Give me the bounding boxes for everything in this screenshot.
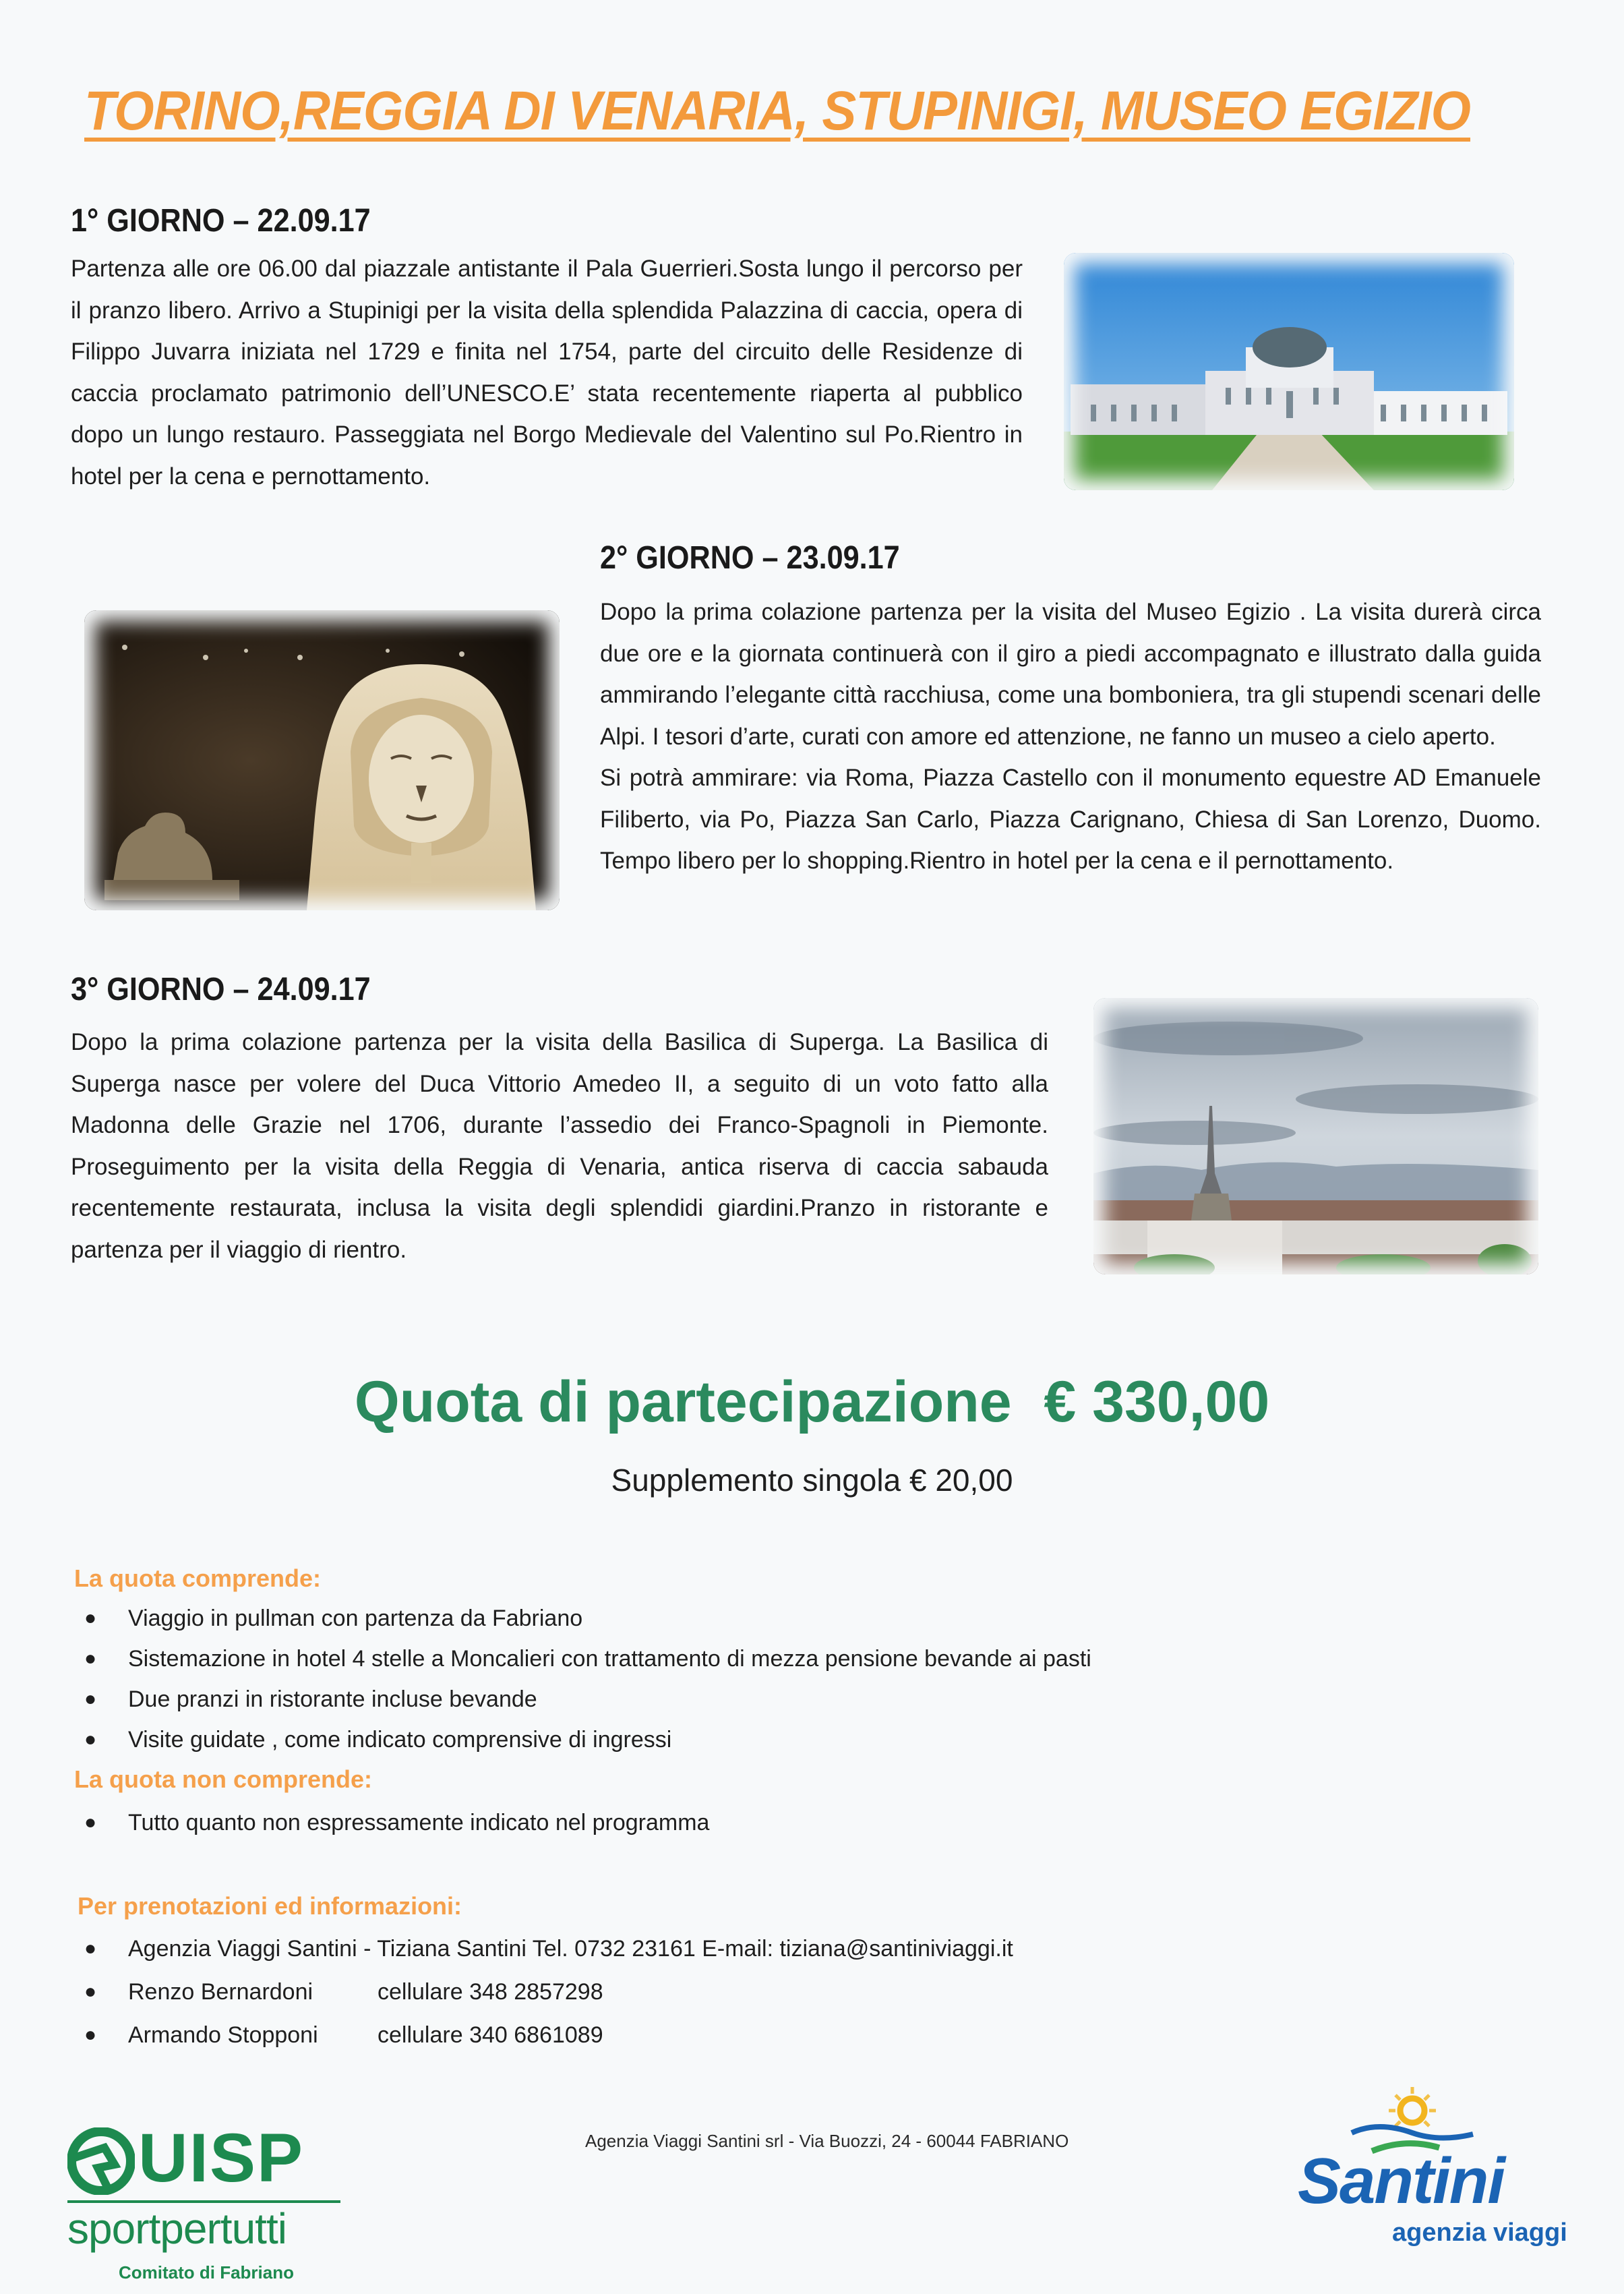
contact-phone: cellulare 348 2857298 — [378, 1979, 603, 2005]
santini-logo — [1298, 2080, 1581, 2256]
bullet-icon: ● — [84, 1811, 97, 1833]
price-headline: Quota di partecipazione € 330,00 — [354, 1370, 1270, 1434]
sun-waves-icon — [1338, 2080, 1513, 2154]
stupinigi-photo — [1064, 253, 1514, 490]
list-item: ● Visite guidate , come indicato comprensive di ingressi — [71, 1719, 1091, 1760]
day-2-description — [600, 591, 1541, 882]
bullet-icon: ● — [84, 1607, 97, 1629]
contact-item — [71, 2013, 1013, 2057]
contact-name: Renzo Bernardoni — [128, 1979, 313, 2005]
bullet-icon: ● — [84, 1980, 97, 2003]
day-1-paragraph: Partenza alle ore 06.00 dal piazzale antistante il Pala Guerrieri.Sosta lungo il percorso per il pranzo libero. Arrivo a Stupinigi per la visita della splendida Palazzina di caccia, opera di Filippo Juvarra iniziata nel 1729 e finita nel 1754, parte del circuito delle Residenze di caccia proclamato patrimonio dell’UNESCO.E’ stata recentemente riaperta al pubblico dopo un lungo restauro. Passeggiata nel Borgo Medievale del Valentino sul Po.Rientro in hotel per la cena e pernottamento. — [71, 256, 1023, 490]
list-item: ● Due pranzi in ristorante incluse bevande — [71, 1679, 1091, 1719]
uisp-wordmark: UISP — [138, 2119, 305, 2196]
santini-wordmark: Santini — [1298, 2145, 1505, 2217]
includes-list — [71, 1598, 1091, 1760]
day-2-paragraph: Dopo la prima colazione partenza per la visita del Museo Egizio . La visita durerà circa due ore e la giornata continuerà con il giro a piedi accompagnato e illustrato dalla guida ammirando l’elegante città racchiusa, come una bomboniera, tra gli stupendi scenari delle Alpi. I tesori d’arte, curati con amore ed attenzione, ne fanno un museo a cielo aperto. — [600, 599, 1541, 750]
excludes-title: La quota non comprende: — [74, 1765, 373, 1793]
contact-item — [71, 1970, 1013, 2013]
includes-title: La quota comprende: — [74, 1564, 322, 1592]
mole-antonelliana-skyline-image — [1093, 998, 1538, 1274]
list-item: ● Sistemazione in hotel 4 stelle a Moncalieri con trattamento di mezza pensione bevande ai pasti — [71, 1639, 1091, 1679]
contacts-title: Per prenotazioni ed informazioni: — [78, 1892, 462, 1920]
day-3-heading: 3° GIORNO – 24.09.17 — [71, 972, 371, 1007]
uisp-emblem-icon — [67, 2127, 135, 2195]
contact-name: Armando Stopponi — [128, 2022, 318, 2048]
day-2-heading: 2° GIORNO – 23.09.17 — [600, 540, 900, 576]
contact-phone: cellulare 340 6861089 — [378, 2022, 603, 2048]
day-3-paragraph: Dopo la prima colazione partenza per la visita della Basilica di Superga. La Basilica di Superga nasce per volere del Duca Vittorio Amedeo II, a seguito di un voto fatto alla Madonna delle Grazie nel 1706, durante l’assedio dei Franco-Spagnoli in Piemonte. Proseguimento per la visita della Reggia di Venaria, antica riserva di caccia sabauda recentemente restaurata, inclusa la visita degli splendidi giardini.Pranzo in ristorante e partenza per il viaggio di rientro. — [71, 1029, 1048, 1263]
list-item: ● Tutto quanto non espressamente indicato nel programma — [71, 1802, 709, 1843]
day-3-description — [71, 1022, 1048, 1270]
day-1-heading: 1° GIORNO – 22.09.17 — [71, 203, 371, 239]
bullet-icon: ● — [84, 1688, 97, 1710]
day-2-paragraph: Si potrà ammirare: via Roma, Piazza Castello con il monumento equestre AD Emanuele Filiberto, via Po, Piazza San Carlo, Piazza Carignano, Chiesa di San Lorenzo, Duomo. Tempo libero per lo shopping.Rientro in hotel per la cena e il pernottamento. — [600, 765, 1541, 874]
bullet-icon: ● — [84, 1728, 97, 1751]
bullet-icon: ● — [84, 1647, 97, 1670]
egyptian-statue-image — [84, 610, 560, 910]
bullet-icon: ● — [84, 1937, 97, 1960]
contact-item — [71, 1927, 1013, 1970]
uisp-committee: Comitato di Fabriano — [119, 2262, 294, 2283]
contacts-list — [71, 1927, 1013, 2057]
list-item: ● Viaggio in pullman con partenza da Fabriano — [71, 1598, 1091, 1639]
uisp-tagline: sportpertutti — [67, 2204, 287, 2253]
excludes-list — [71, 1802, 709, 1843]
torino-skyline-photo — [1093, 998, 1538, 1274]
page-title: TORINO,REGGIA DI VENARIA, STUPINIGI, MUSEO EGIZIO — [84, 80, 1471, 142]
museo-egizio-photo — [84, 610, 560, 910]
agency-address: Agenzia Viaggi Santini srl - Via Buozzi, 24 - 60044 FABRIANO — [585, 2131, 1069, 2151]
day-1-description — [71, 248, 1023, 497]
single-supplement: Supplemento singola € 20,00 — [611, 1463, 1013, 1498]
santini-tagline: agenzia viaggi — [1392, 2218, 1567, 2247]
contact-agency: Agenzia Viaggi Santini - Tiziana Santini Tel. 0732 23161 E-mail: tiziana@santiniviaggi.it — [128, 1936, 1013, 1962]
bullet-icon: ● — [84, 2024, 97, 2046]
stupinigi-palace-image — [1064, 253, 1514, 490]
uisp-logo — [67, 2119, 357, 2283]
